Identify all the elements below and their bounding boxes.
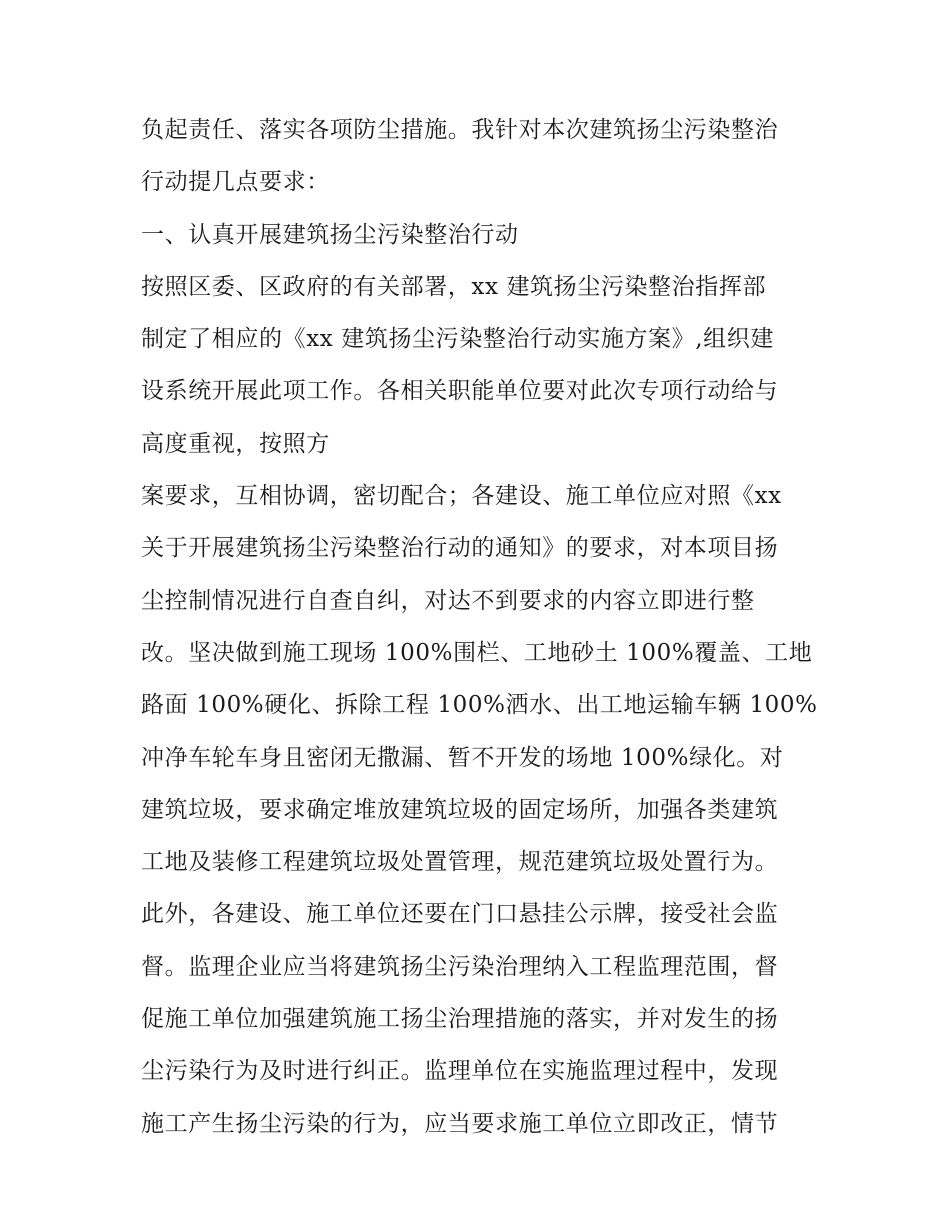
- text-line: 关于开展建筑扬尘污染整治行动的通知》的要求，对本项目扬: [141, 535, 779, 562]
- text-line: 此外，各建设、施工单位还要在门口悬挂公示牌，接受社会监: [141, 901, 779, 928]
- text-line: 路面 100%硬化、拆除工程 100%洒水、出工地运输车辆 100%: [141, 692, 818, 719]
- text-line: 行动提几点要求：: [141, 169, 330, 196]
- section-heading: 一、认真开展建筑扬尘污染整治行动: [141, 221, 519, 248]
- text-line: 设系统开展此项工作。各相关职能单位要对此次专项行动给与: [141, 378, 779, 405]
- text-line: 案要求，互相协调，密切配合；各建设、施工单位应对照《xx: [141, 483, 782, 510]
- text-line: 促施工单位加强建筑施工扬尘治理措施的落实，并对发生的扬: [141, 1006, 779, 1033]
- text-line: 改。坚决做到施工现场 100%围栏、工地砂土 100%覆盖、工地: [141, 639, 813, 666]
- text-line: 尘污染行为及时进行纠正。监理单位在实施监理过程中，发现: [141, 1058, 779, 1085]
- text-line: 尘控制情况进行自查自纠，对达不到要求的内容立即进行整: [141, 587, 755, 614]
- text-line: 负起责任、落实各项防尘措施。我针对本次建筑扬尘污染整治: [141, 117, 779, 143]
- text-line: 制定了相应的《xx 建筑扬尘污染整治行动实施方案》,组织建: [141, 326, 774, 353]
- text-line: 建筑垃圾，要求确定堆放建筑垃圾的固定场所，加强各类建筑: [141, 796, 779, 823]
- body-text: [141, 104, 821, 1150]
- text-line: 高度重视，按照方: [141, 430, 330, 457]
- text-line: 冲净车轮车身且密闭无撒漏、暂不开发的场地 100%绿化。对: [141, 744, 784, 771]
- text-line: 工地及装修工程建筑垃圾处置管理，规范建筑垃圾处置行为。: [141, 849, 779, 876]
- text-line: 施工产生扬尘污染的行为，应当要求施工单位立即改正，情节: [141, 1110, 779, 1137]
- text-line: 督。监理企业应当将建筑扬尘污染治理纳入工程监理范围，督: [141, 953, 779, 980]
- text-line: 按照区委、区政府的有关部署，xx 建筑扬尘污染整治指挥部: [141, 273, 767, 300]
